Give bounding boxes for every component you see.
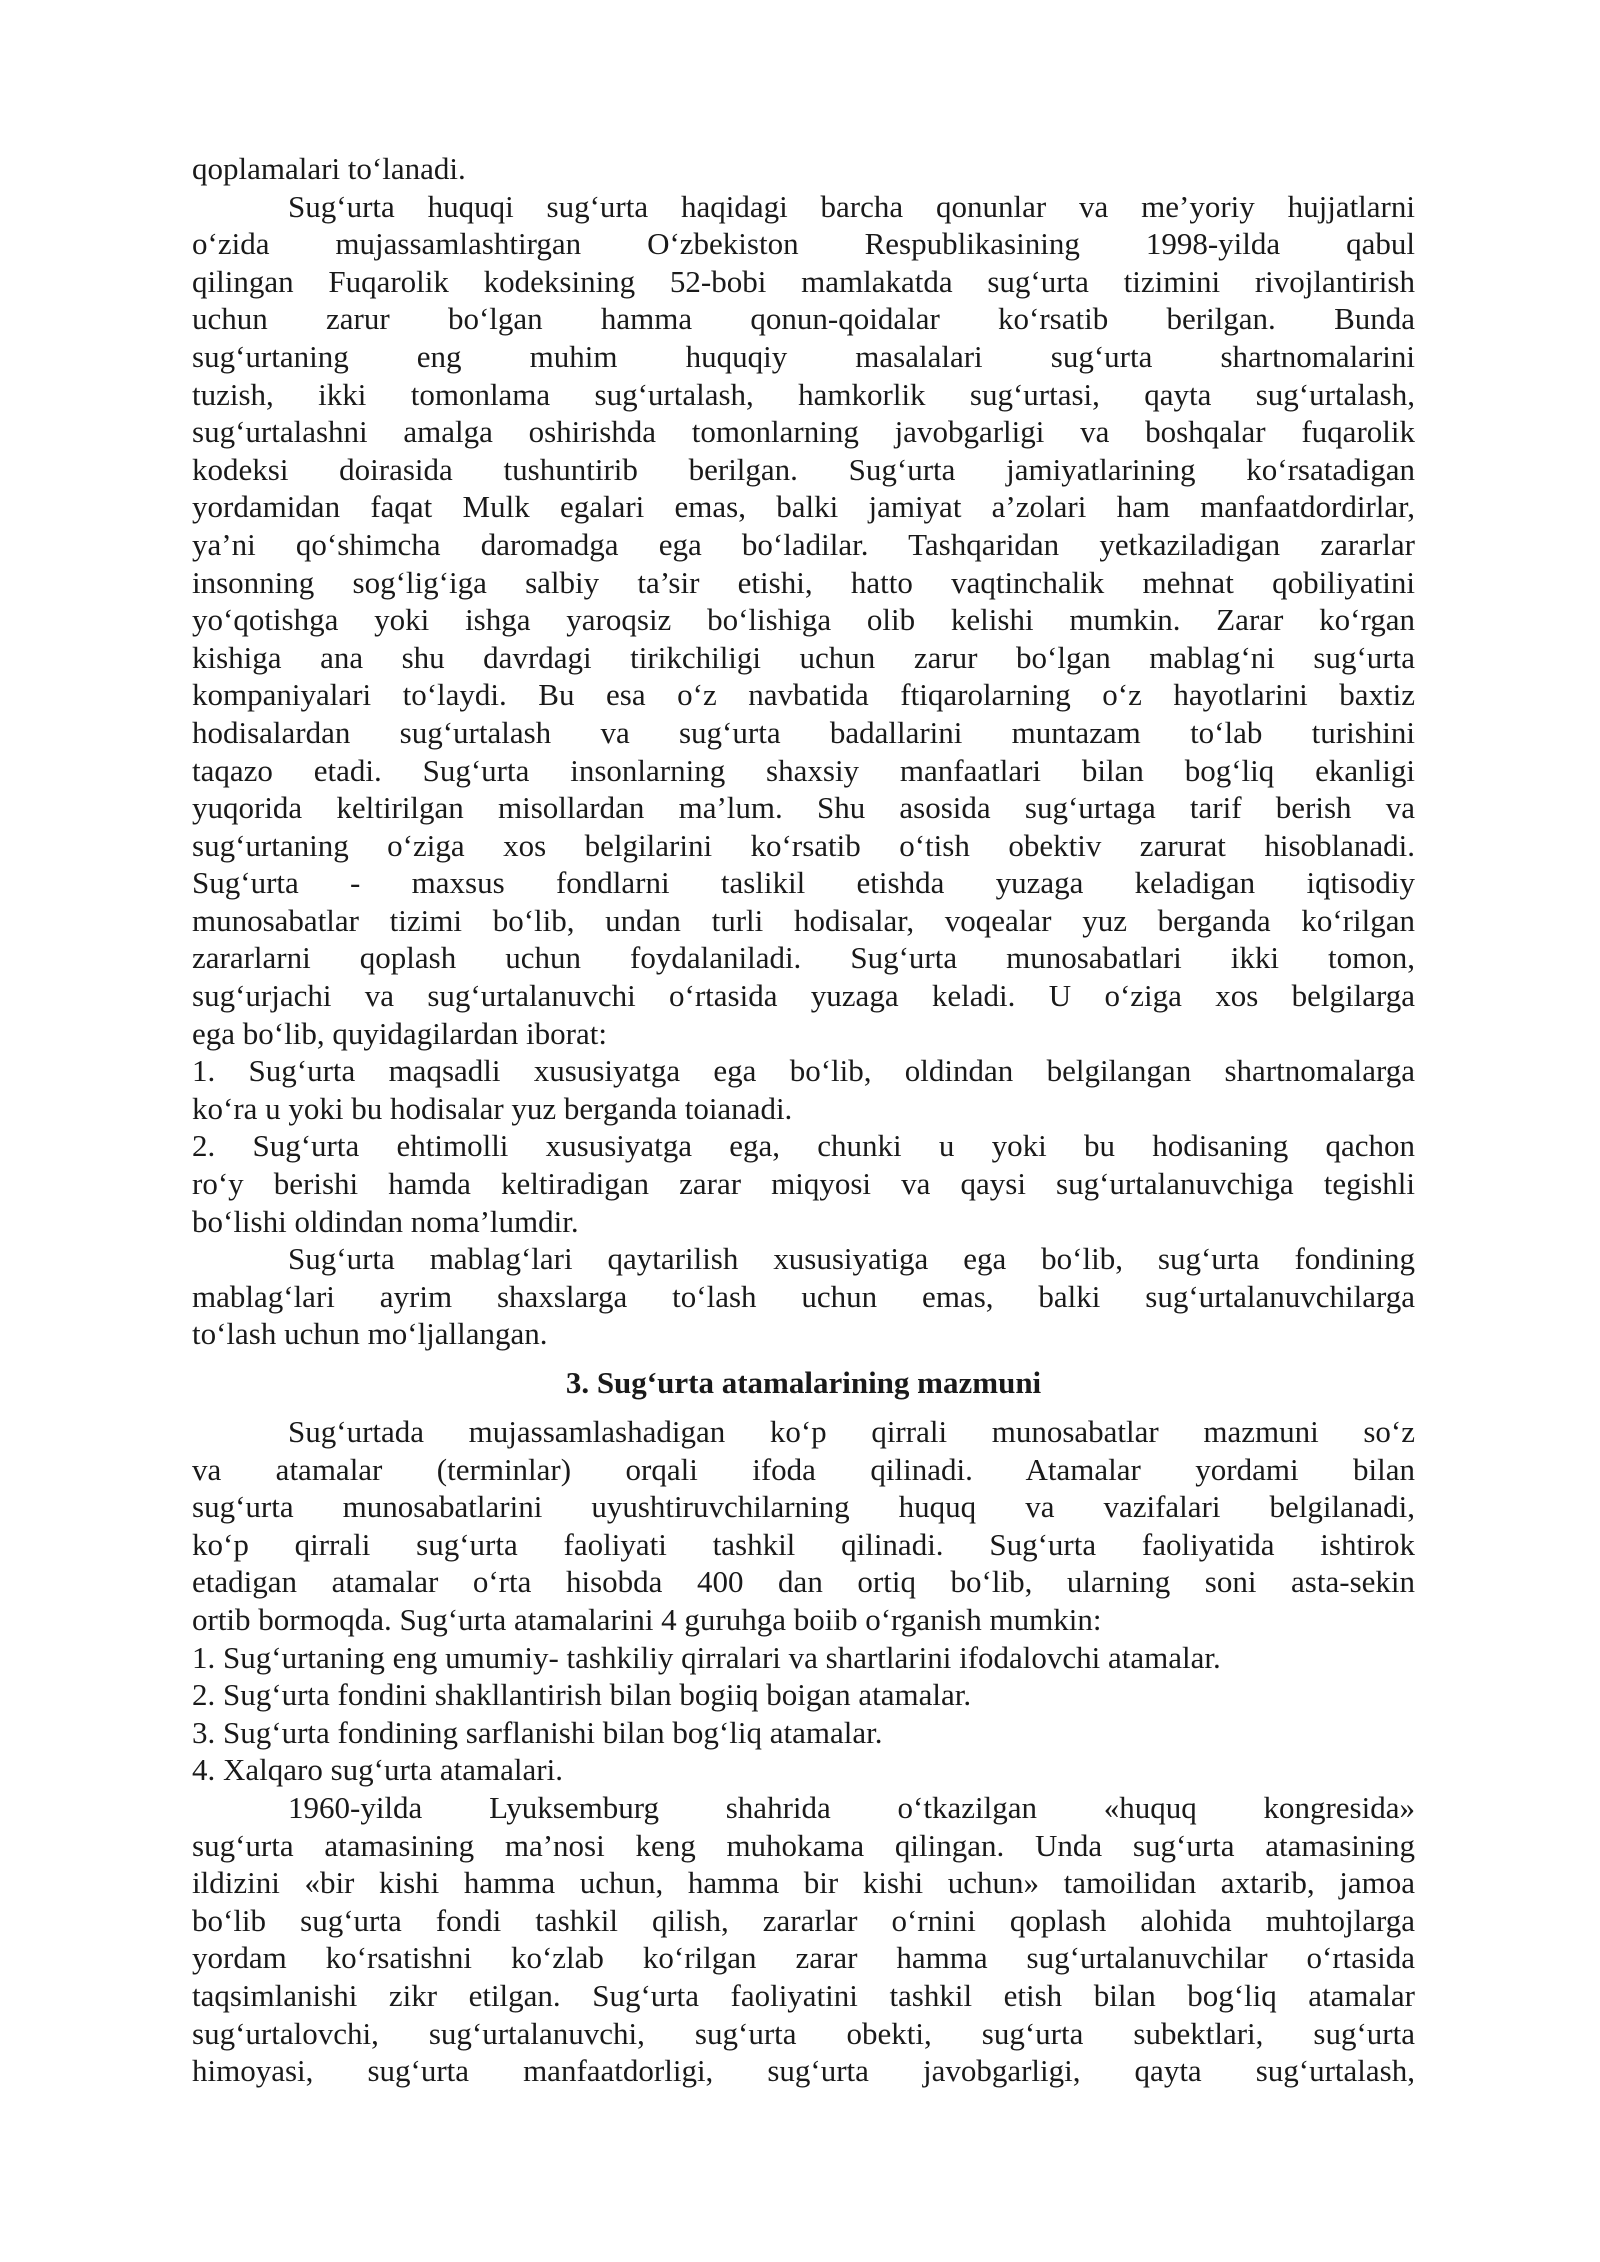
- text-line: ega bo‘lib, quyidagilardan iborat:: [192, 1015, 607, 1051]
- text-line: 4. Xalqaro sug‘urta atamalari.: [192, 1752, 563, 1788]
- text-line: ortib bormoqda. Sug‘urta atamalarini 4 guruhga boiib o‘rganish mumkin:: [192, 1601, 1102, 1637]
- text-line: sug‘urta atamasining ma’nosi keng muhokama qilingan. Unda sug‘urta atamasining: [192, 1827, 1415, 1863]
- text-line: va atamalar (terminlar) orqali ifoda qilinadi. Atamalar yordami bilan: [192, 1451, 1415, 1487]
- text-line: yuqorida keltirilgan misollardan ma’lum. Shu asosida sug‘urtaga tarif berish va: [192, 790, 1415, 826]
- text-line: sug‘urtalovchi, sug‘urtalanuvchi, sug‘urta obekti, sug‘urta subektlari, sug‘urta: [192, 2015, 1415, 2051]
- text-line: sug‘urtaning eng muhim huquqiy masalalari sug‘urta shartnomalarini: [192, 338, 1415, 374]
- text-line: ko‘p qirrali sug‘urta faoliyati tashkil qilinadi. Sug‘urta faoliyatida ishtirok: [192, 1526, 1415, 1562]
- text-line: yo‘qotishga yoki ishga yaroqsiz bo‘lishiga olib kelishi mumkin. Zarar ko‘rgan: [192, 602, 1415, 638]
- text-line: taqsimlanishi zikr etilgan. Sug‘urta faoliyatini tashkil etish bilan bog‘liq atamalar: [192, 1977, 1415, 2013]
- text-line: ildizini «bir kishi hamma uchun, hamma bir kishi uchun» tamoilidan axtarib, jamoa: [192, 1865, 1415, 1901]
- text-line: 2. Sug‘urta fondini shakllantirish bilan bogiiq boigan atamalar.: [192, 1677, 972, 1713]
- text-line: zararlarni qoplash uchun foydalaniladi. Sug‘urta munosabatlari ikki tomon,: [192, 940, 1415, 976]
- text-line: sug‘urta munosabatlarini uyushtiruvchilarning huquq va vazifalari belgilanadi,: [192, 1489, 1415, 1525]
- text-line: o‘zida mujassamlashtirgan O‘zbekiston Respublikasining 1998-yilda qabul: [192, 226, 1415, 262]
- text-line: ya’ni qo‘shimcha daromadga ega bo‘ladilar. Tashqaridan yetkaziladigan zararlar: [192, 526, 1415, 562]
- text-line: taqazo etadi. Sug‘urta insonlarning shaxsiy manfaatlari bilan bog‘liq ekanligi: [192, 752, 1415, 788]
- text-line: 2. Sug‘urta ehtimolli xususiyatga ega, chunki u yoki bu hodisaning qachon: [192, 1128, 1415, 1164]
- text-line: kompaniyalari to‘laydi. Bu esa o‘z navbatida ftiqarolarning o‘z hayotlarini baxtiz: [192, 677, 1415, 713]
- text-line: 1. Sug‘urtaning eng umumiy- tashkiliy qirralari va shartlarini ifodalovchi atamalar.: [192, 1639, 1221, 1675]
- text-line: qoplamalari to‘lanadi.: [192, 151, 466, 186]
- text-line: ro‘y berishi hamda keltiradigan zarar miqyosi va qaysi sug‘urtalanuvchiga tegishli: [192, 1166, 1415, 1202]
- text-line: qilingan Fuqarolik kodeksining 52-bobi mamlakatda sug‘urta tizimini rivojlantirish: [192, 263, 1415, 299]
- section-heading: 3. Sug‘urta atamalarining mazmuni: [565, 1365, 1042, 1400]
- text-line: to‘lash uchun mo‘ljallangan.: [192, 1316, 548, 1352]
- document-page: [192, 150, 1415, 2090]
- text-line: tuzish, ikki tomonlama sug‘urtalash, hamkorlik sug‘urtasi, qayta sug‘urtalash,: [192, 376, 1415, 412]
- text-line: himoyasi, sug‘urta manfaatdorligi, sug‘urta javobgarligi, qayta sug‘urtalash,: [192, 2053, 1415, 2089]
- text-line: sug‘urjachi va sug‘urtalanuvchi o‘rtasida yuzaga keladi. U o‘ziga xos belgilarga: [192, 978, 1415, 1014]
- text-line: yordamidan faqat Mulk egalari emas, balki jamiyat a’zolari ham manfaatdordirlar,: [192, 489, 1415, 525]
- text-line: Sug‘urta mablag‘lari qaytarilish xususiyatiga ega bo‘lib, sug‘urta fondining: [288, 1241, 1415, 1277]
- text-line: kodeksi doirasida tushuntirib berilgan. Sug‘urta jamiyatlarining ko‘rsatadigan: [192, 451, 1415, 487]
- text-line: bo‘lib sug‘urta fondi tashkil qilish, zararlar o‘rnini qoplash alohida muhtojlarga: [192, 1902, 1415, 1938]
- text-line: Sug‘urtada mujassamlashadigan ko‘p qirrali munosabatlar mazmuni so‘z: [288, 1414, 1415, 1449]
- text-line: 1960-yilda Lyuksemburg shahrida o‘tkazilgan «huquq kongresida»: [288, 1789, 1415, 1825]
- text-line: 1. Sug‘urta maqsadli xususiyatga ega bo‘lib, oldindan belgilangan shartnomalarga: [192, 1053, 1415, 1089]
- body-text-before-heading: [192, 150, 1415, 1353]
- text-line: Sug‘urta - maxsus fondlarni taslikil etishda yuzaga keladigan iqtisodiy: [192, 865, 1415, 901]
- text-line: uchun zarur bo‘lgan hamma qonun-qoidalar ko‘rsatib berilgan. Bunda: [192, 301, 1415, 337]
- text-line: mablag‘lari ayrim shaxslarga to‘lash uchun emas, balki sug‘urtalanuvchilarga: [192, 1278, 1415, 1314]
- text-line: insonning sog‘lig‘iga salbiy ta’sir etishi, hatto vaqtinchalik mehnat qobiliyatini: [192, 564, 1415, 600]
- text-line: munosabatlar tizimi bo‘lib, undan turli hodisalar, voqealar yuz berganda ko‘rilgan: [192, 902, 1415, 938]
- text-line: hodisalardan sug‘urtalash va sug‘urta badallarini muntazam to‘lab turishini: [192, 714, 1415, 750]
- text-line: yordam ko‘rsatishni ko‘zlab ko‘rilgan zarar hamma sug‘urtalanuvchilar o‘rtasida: [192, 1940, 1415, 1976]
- text-line: sug‘urtalashni amalga oshirishda tomonlarning javobgarligi va boshqalar fuqarolik: [192, 414, 1415, 450]
- text-line: ko‘ra u yoki bu hodisalar yuz berganda toianadi.: [192, 1090, 793, 1126]
- text-line: Sug‘urta huquqi sug‘urta haqidagi barcha qonunlar va me’yoriy hujjatlarni: [288, 188, 1415, 224]
- body-text-after-heading: [192, 1413, 1415, 2090]
- text-line: sug‘urtaning o‘ziga xos belgilarini ko‘rsatib o‘tish obektiv zarurat hisoblanadi.: [192, 827, 1415, 863]
- text-line: kishiga ana shu davrdagi tirikchiligi uchun zarur bo‘lgan mablag‘ni sug‘urta: [192, 639, 1415, 675]
- text-line: bo‘lishi oldindan noma’lumdir.: [192, 1203, 579, 1239]
- text-line: 3. Sug‘urta fondining sarflanishi bilan bog‘liq atamalar.: [192, 1714, 883, 1750]
- text-line: etadigan atamalar o‘rta hisobda 400 dan ortiq bo‘lib, ularning soni asta-sekin: [192, 1564, 1415, 1600]
